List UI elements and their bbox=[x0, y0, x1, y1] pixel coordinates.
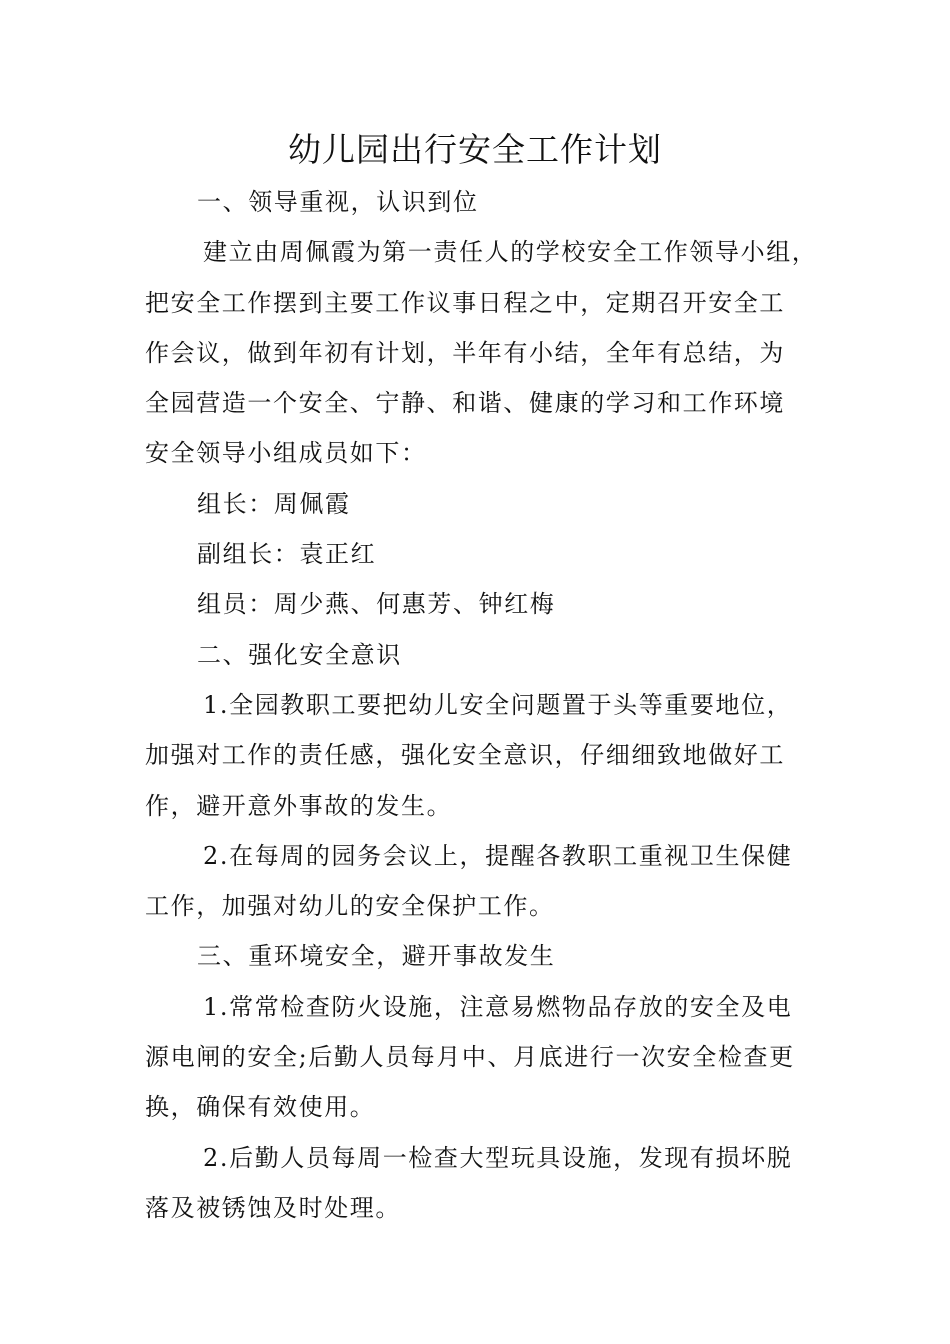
paragraph-line: 换，确保有效使用。 bbox=[145, 1093, 376, 1122]
paragraph-line: 安全领导小组成员如下： bbox=[145, 439, 427, 468]
paragraph-line: 1.全园教职工要把幼儿安全问题置于头等重要地位， bbox=[203, 690, 793, 719]
paragraph-line: 作，避开意外事故的发生。 bbox=[145, 791, 453, 820]
member-list: 组员：周少燕、何惠芳、钟红梅 bbox=[197, 590, 556, 619]
paragraph-line: 全园营造一个安全、宁静、和谐、健康的学习和工作环境 bbox=[145, 389, 785, 418]
document-body bbox=[145, 177, 818, 1233]
paragraph-line: 落及被锈蚀及时处理。 bbox=[145, 1193, 401, 1222]
paragraph-line: 源电闸的安全;后勤人员每月中、月底进行一次安全检查更 bbox=[145, 1043, 795, 1072]
section-heading-1: 一、领导重视，认识到位 bbox=[197, 188, 479, 216]
paragraph-line: 把安全工作摆到主要工作议事日程之中，定期召开安全工 bbox=[145, 288, 785, 317]
document-title: 幼儿园出行安全工作计划 bbox=[288, 130, 662, 169]
paragraph-line: 加强对工作的责任感，强化安全意识，仔细细致地做好工 bbox=[145, 741, 785, 770]
member-leader: 组长：周佩霞 bbox=[197, 489, 351, 518]
section-heading-2: 二、强化安全意识 bbox=[197, 640, 402, 669]
paragraph-line: 2.后勤人员每周一检查大型玩具设施，发现有损坏脱 bbox=[203, 1143, 793, 1172]
paragraph-line: 工作，加强对幼儿的安全保护工作。 bbox=[145, 892, 555, 921]
paragraph-line: 2.在每周的园务会议上，提醒各教职工重视卫生保健 bbox=[203, 841, 793, 870]
member-deputy: 副组长：袁正红 bbox=[197, 540, 377, 569]
paragraph-line: 作会议，做到年初有计划，半年有小结，全年有总结，为 bbox=[145, 338, 785, 367]
section-heading-3: 三、重环境安全，避开事故发生 bbox=[197, 942, 556, 971]
paragraph-line: 1.常常检查防火设施，注意易燃物品存放的安全及电 bbox=[203, 992, 793, 1021]
paragraph-line: 建立由周佩霞为第一责任人的学校安全工作领导小组， bbox=[203, 238, 818, 267]
